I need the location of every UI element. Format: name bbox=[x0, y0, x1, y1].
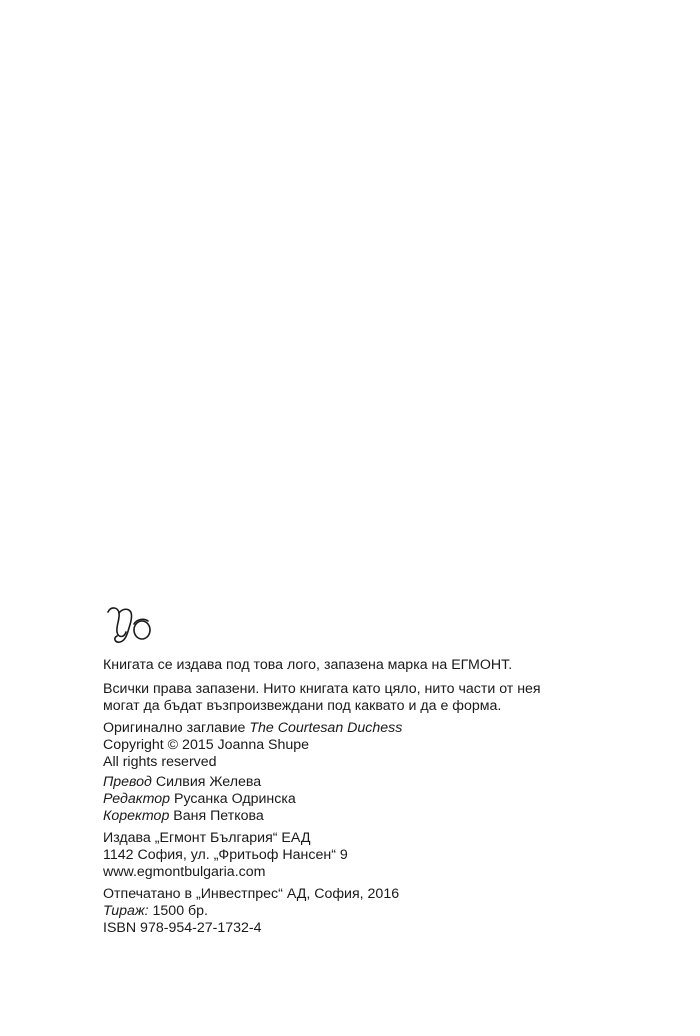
printed-line: Отпечатано в „Инвестпрес“ АД, София, 2016 bbox=[103, 886, 400, 902]
rights-reserved-line: All rights reserved bbox=[103, 754, 217, 770]
original-title-line bbox=[103, 720, 663, 737]
original-title: The Courtesan Duchess bbox=[249, 720, 403, 736]
credit-editor bbox=[103, 791, 663, 808]
original-title-label: Оригинално заглавие bbox=[103, 720, 246, 736]
yo-monogram-logo-icon bbox=[104, 604, 160, 644]
print-run-value: 1500 бр. bbox=[152, 903, 208, 919]
print-run-line bbox=[103, 903, 663, 920]
publisher-address: 1142 София, ул. „Фритьоф Нансен“ 9 bbox=[103, 847, 348, 863]
publisher-website: www.egmontbulgaria.com bbox=[103, 864, 266, 880]
credit-translator bbox=[103, 774, 663, 791]
rights-notice bbox=[103, 681, 663, 715]
credit-role: Превод bbox=[103, 774, 152, 790]
printing-block bbox=[103, 886, 663, 937]
original-title-block bbox=[103, 720, 663, 771]
publisher-line: Издава „Егмонт България“ ЕАД bbox=[103, 830, 311, 846]
credits-block bbox=[103, 774, 663, 825]
credit-name: Силвия Желева bbox=[155, 774, 262, 790]
credit-name: Ваня Петкова bbox=[173, 808, 264, 824]
credit-role: Коректор bbox=[103, 808, 170, 824]
logo-notice-text: Книгата се издава под това лого, запазена марка на ЕГМОНТ. bbox=[103, 657, 513, 673]
rights-line-2: могат да бъдат възпроизвеждани под каквато и да е форма. bbox=[103, 698, 502, 714]
credit-name: Русанка Одринска bbox=[174, 791, 296, 807]
rights-line-1: Всички права запазени. Нито книгата като цяло, нито части от нея bbox=[103, 681, 541, 697]
publisher-block bbox=[103, 830, 663, 881]
credit-role: Редактор bbox=[103, 791, 171, 807]
credit-proofreader bbox=[103, 808, 663, 825]
logo-notice bbox=[103, 657, 663, 674]
copyright-line: Copyright © 2015 Joanna Shupe bbox=[103, 737, 310, 753]
isbn-line: ISBN 978-954-27-1732-4 bbox=[103, 920, 262, 936]
print-run-label: Тираж: bbox=[103, 903, 149, 919]
